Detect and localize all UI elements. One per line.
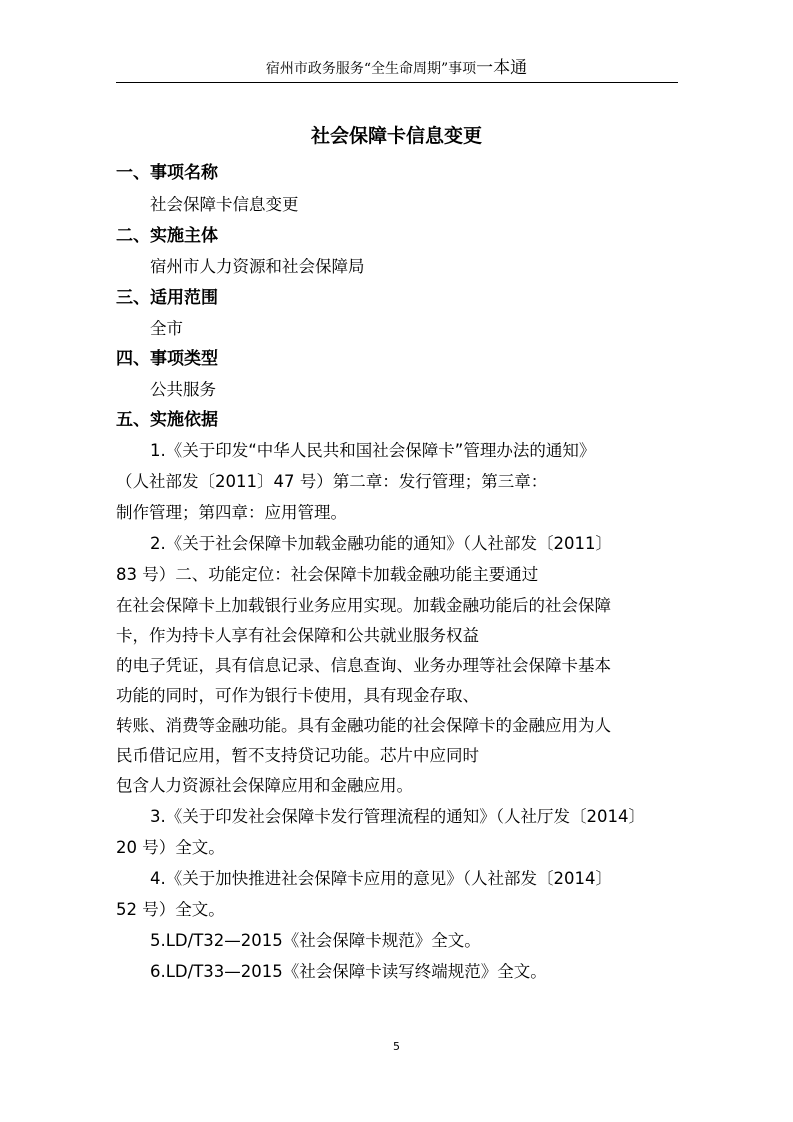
basis-item-2-line: 民币借记应用，暂不支持贷记功能。芯片中应同时 — [116, 746, 479, 765]
basis-item-5: 5.LD/T32—2015《社会保障卡规范》全文。 — [150, 931, 481, 950]
header-divider — [116, 82, 678, 83]
basis-item-2-line: 转账、消费等金融功能。具有金融功能的社会保障卡的金融应用为人 — [116, 716, 611, 735]
basis-item-2-line: 卡，作为持卡人享有社会保障和公共就业服务权益 — [116, 626, 479, 645]
basis-item-2-line: 83 号）二、功能定位：社会保障卡加载金融功能主要通过 — [116, 565, 539, 584]
section-heading-item-type: 四、事项类型 — [116, 349, 218, 369]
basis-item-2-line: 在社会保障卡上加载银行业务应用实现。加载金融功能后的社会保障 — [116, 596, 611, 615]
section-content-item-name: 社会保障卡信息变更 — [150, 195, 299, 214]
basis-item-4-line: 52 号）全文。 — [116, 900, 225, 919]
basis-item-1-line: 制作管理；第四章：应用管理。 — [116, 503, 347, 522]
document-title: 社会保障卡信息变更 — [310, 125, 482, 147]
section-content-implementing-body: 宿州市人力资源和社会保障局 — [150, 257, 365, 276]
basis-item-6: 6.LD/T33—2015《社会保障卡读写终端规范》全文。 — [150, 962, 547, 981]
running-header — [0, 58, 793, 79]
basis-item-3-line: 20 号）全文。 — [116, 838, 225, 857]
section-heading-basis: 五、实施依据 — [116, 410, 218, 430]
section-content-scope: 全市 — [150, 319, 183, 338]
running-header-tail: 一本通 — [476, 58, 528, 78]
running-header-main: 宿州市政务服务“全生命周期”事项 — [265, 61, 477, 77]
basis-item-1-line: （人社部发〔2011〕47 号）第二章：发行管理；第三章： — [116, 472, 548, 491]
basis-item-2-line: 2.《关于社会保障卡加载金融功能的通知》（人社部发〔2011〕 — [150, 534, 612, 553]
basis-item-3-line: 3.《关于印发社会保障卡发行管理流程的通知》（人社厅发〔2014〕 — [150, 807, 645, 826]
section-heading-implementing-body: 二、实施主体 — [116, 226, 218, 246]
basis-item-1-line: 1.《关于印发“中华人民共和国社会保障卡”管理办法的通知》 — [150, 441, 596, 460]
page-number: 5 — [393, 1040, 400, 1053]
section-content-item-type: 公共服务 — [150, 380, 216, 399]
section-heading-item-name: 一、事项名称 — [116, 163, 218, 183]
basis-item-2-line: 功能的同时，可作为银行卡使用，具有现金存取、 — [116, 686, 479, 705]
basis-item-2-line: 的电子凭证，具有信息记录、信息查询、业务办理等社会保障卡基本 — [116, 656, 611, 675]
basis-item-2-line: 包含人力资源社会保障应用和金融应用。 — [116, 776, 413, 795]
basis-item-4-line: 4.《关于加快推进社会保障卡应用的意见》（人社部发〔2014〕 — [150, 869, 612, 888]
section-heading-scope: 三、适用范围 — [116, 288, 218, 308]
